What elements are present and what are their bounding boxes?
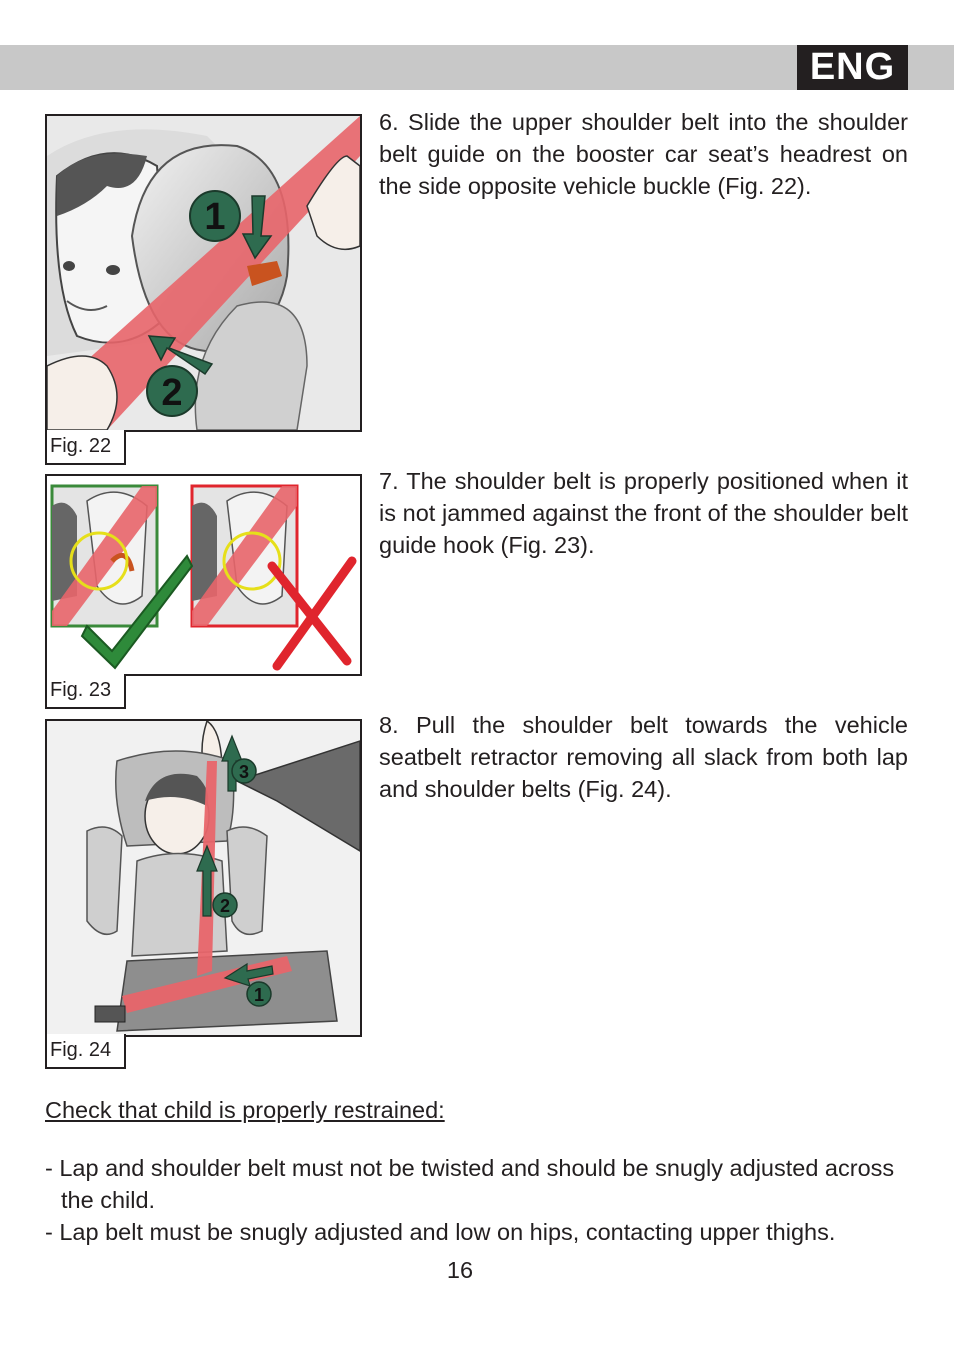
figure-24-illustration: [45, 719, 362, 1037]
fig22-marker-1: 1: [204, 196, 226, 238]
check-heading: Check that child is properly restrained:: [45, 1097, 445, 1123]
figure-23-illustration: [45, 474, 362, 676]
figure-23-label: Fig. 23: [45, 674, 126, 709]
fig24-marker-2: 2: [219, 896, 231, 916]
check-item: - Lap belt must be snugly adjusted and low on hips, contacting upper thighs.: [45, 1219, 836, 1245]
language-badge: ENG: [797, 45, 908, 90]
figure-22-illustration: [45, 114, 362, 432]
step-6-text: 6. Slide the upper shoulder belt into the shoulder belt guide on the booster car seat’s headrest on the side opposite vehicle buckle (Fig. 22).: [379, 109, 908, 199]
fig24-marker-3: 3: [238, 762, 250, 782]
fig24-marker-1: 1: [253, 985, 265, 1005]
fig22-marker-2: 2: [161, 372, 183, 414]
check-list: [45, 1152, 915, 1248]
figure-24-label: Fig. 24: [45, 1034, 126, 1069]
page-number: 16: [446, 1257, 474, 1283]
step-7-text: 7. The shoulder belt is properly positioned when it is not jammed against the front of the shoulder belt guide hook (Fig. 23).: [379, 468, 908, 558]
check-item: - Lap and shoulder belt must not be twisted and should be snugly adjusted across the child.: [45, 1155, 895, 1213]
figure-22-label: Fig. 22: [45, 430, 126, 465]
step-8-text: 8. Pull the shoulder belt towards the vehicle seatbelt retractor removing all slack from both lap and shoulder belts (Fig. 24).: [379, 712, 908, 802]
